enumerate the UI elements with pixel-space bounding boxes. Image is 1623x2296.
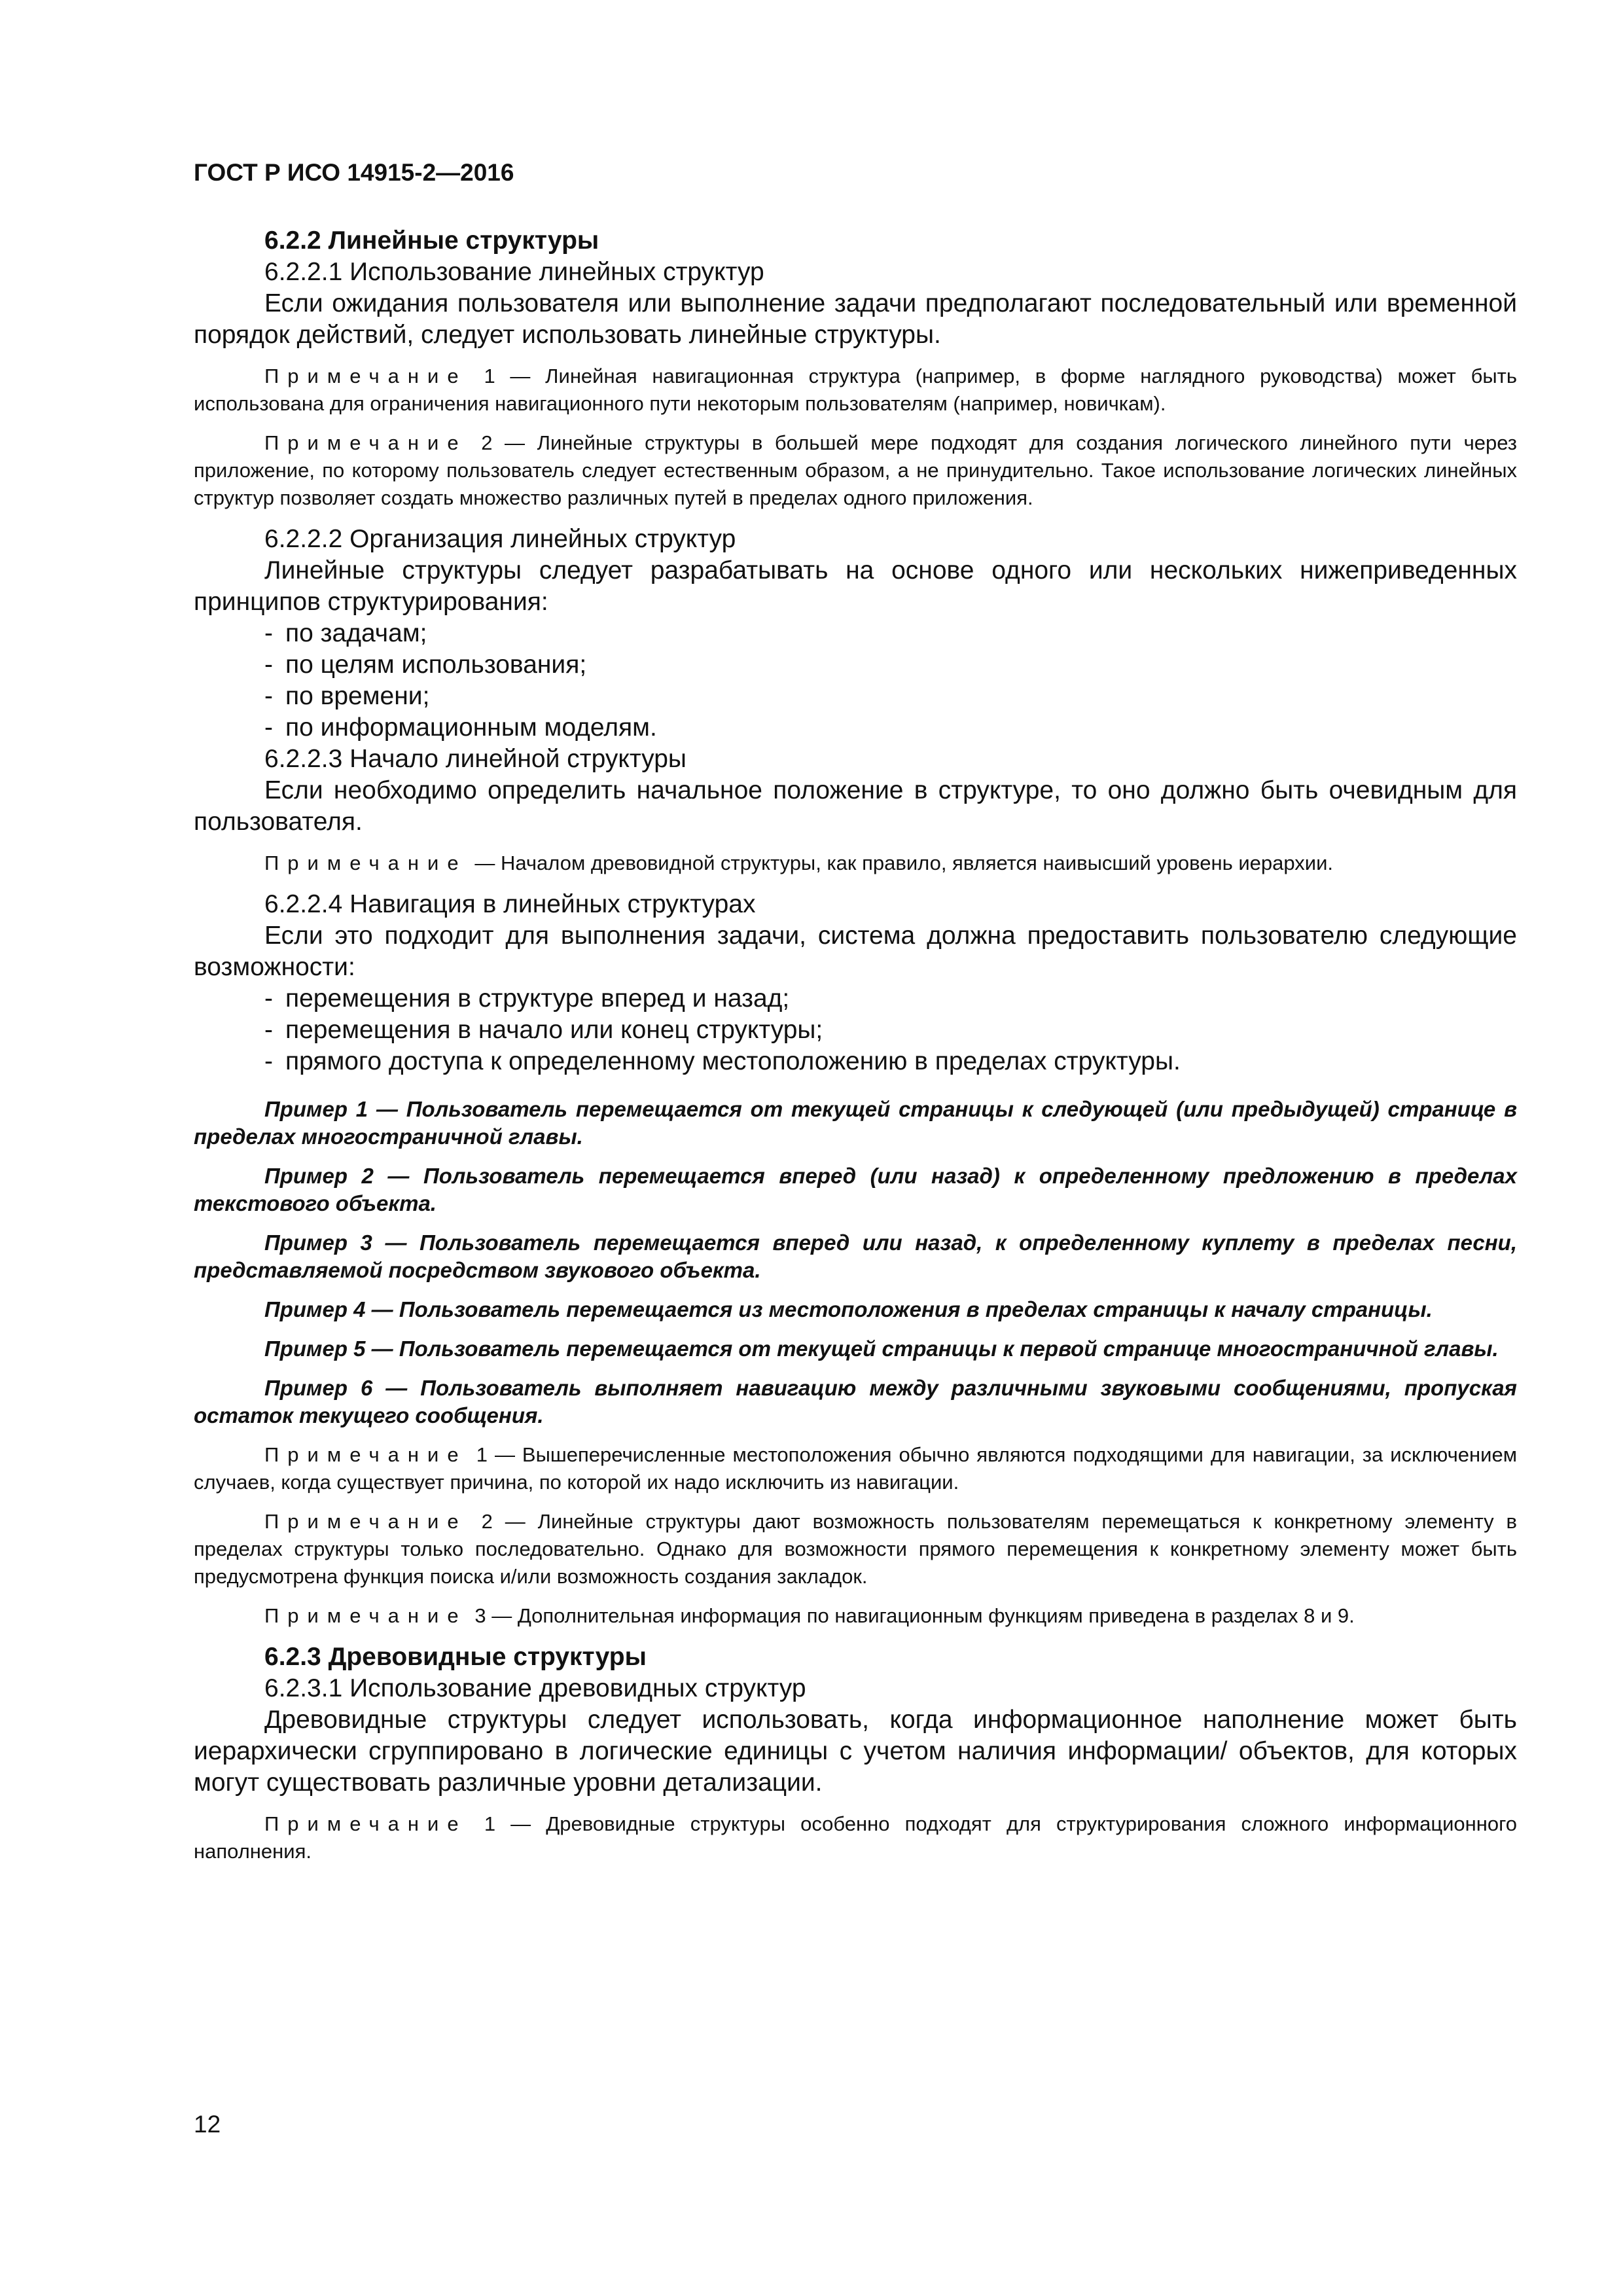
example-2: Пример 2 — Пользователь перемещается вперед (или назад) к определенному предложению в пределах текстового объекта. (194, 1164, 1517, 1215)
subsection-6-2-3-1-title: 6.2.3.1 Использование древовидных структур (264, 1674, 806, 1702)
note-text: — Началом древовидной структуры, как правило, является наивысший уровень иерархии. (469, 852, 1334, 874)
subsection-6-2-2-2-title: 6.2.2.2 Организация линейных структур (264, 525, 736, 553)
list-item: - по информационным моделям. (264, 713, 657, 742)
note-label: Примечание (264, 365, 467, 387)
page-number: 12 (194, 2111, 221, 2138)
document-page (194, 157, 1517, 1877)
example-4: Пример 4 — Пользователь перемещается из местоположения в пределах страницы к началу страницы. (264, 1297, 1433, 1321)
document-header: ГОСТ Р ИСО 14915-2—2016 (194, 159, 514, 186)
note-6-2-2-4-2 (194, 1508, 1517, 1590)
note-6-2-2-4-3 (194, 1602, 1517, 1630)
section-6-2-3-title: 6.2.3 Древовидные структуры (264, 1643, 647, 1671)
example-1: Пример 1 — Пользователь перемещается от текущей страницы к следующей (или предыдущей) странице в пределах многостраничной главы. (194, 1097, 1517, 1149)
note-text: 1 — Вышеперечисленные местоположения обычно являются подходящими для навигации, за исключением случаев, когда существует причина, по которой их надо исключить из навигации. (194, 1443, 1517, 1494)
paragraph-6-2-2-3: Если необходимо определить начальное положение в структуре, то оно должно быть очевидным для пользователя. (194, 776, 1517, 836)
paragraph-6-2-2-4: Если это подходит для выполнения задачи, система должна предоставить пользователю следующие возможности: (194, 922, 1517, 981)
list-item: - по задачам; (264, 619, 427, 647)
list-item: - прямого доступа к определенному местоположению в пределах структуры. (264, 1047, 1181, 1075)
list-item: - по целям использования; (264, 651, 587, 679)
example-6: Пример 6 — Пользователь выполняет навигацию между различными звуковыми сообщениями, пропуская остаток текущего сообщения. (194, 1376, 1517, 1427)
subsection-6-2-2-4-title: 6.2.2.4 Навигация в линейных структурах (264, 890, 756, 918)
principles-list (194, 618, 1517, 744)
note-text: 2 — Линейные структуры в большей мере подходят для создания логического линейного пути через приложение, по которому пользователь следует естественным образом, а не принудительно. Такое использование логических линейных структур позволяет создать множество различных путей в пределах одного приложения. (194, 431, 1517, 509)
note-label: Примечание (264, 1604, 467, 1627)
list-item: - перемещения в начало или конец структуры; (264, 1016, 823, 1044)
note-label: Примечание (264, 1443, 467, 1466)
subsection-6-2-2-1-title: 6.2.2.1 Использование линейных структур (264, 258, 764, 286)
note-6-2-2-4-1 (194, 1441, 1517, 1496)
subsection-6-2-2-3-title: 6.2.2.3 Начало линейной структуры (264, 745, 687, 773)
navigation-list (194, 983, 1517, 1077)
note-text: 2 — Линейные структуры дают возможность пользователям перемещаться к конкретному элементу в пределах структуры только последовательно. Однако для возможности прямого перемещения к конкретному элементу может быть предусмотрена функция поиска и/или возможность создания закладок. (194, 1510, 1517, 1588)
example-3: Пример 3 — Пользователь перемещается вперед или назад, к определенному куплету в пределах песни, представляемой посредством звукового объекта. (194, 1230, 1517, 1282)
note-label: Примечание (264, 852, 467, 874)
list-item: - по времени; (264, 682, 430, 710)
list-item: - перемещения в структуре вперед и назад; (264, 984, 790, 1013)
note-6-2-2-3 (194, 850, 1517, 877)
note-6-2-3-1-1 (194, 1810, 1517, 1865)
example-5: Пример 5 — Пользователь перемещается от текущей страницы к первой странице многостраничной главы. (264, 1336, 1499, 1361)
note-text: 1 — Древовидные структуры особенно подходят для структурирования сложного информационного наполнения. (194, 1812, 1517, 1863)
note-text: 1 — Линейная навигационная структура (например, в форме наглядного руководства) может быть использована для ограничения навигационного пути некоторым пользователям (например, новичкам). (194, 365, 1517, 415)
paragraph-6-2-2-1: Если ожидания пользователя или выполнение задачи предполагают последовательный или временной порядок действий, следует использовать линейные структуры. (194, 289, 1517, 349)
note-6-2-2-1-1 (194, 363, 1517, 418)
paragraph-6-2-2-2: Линейные структуры следует разрабатывать на основе одного или нескольких нижеприведенных принципов структурирования: (194, 556, 1517, 616)
note-label: Примечание (264, 431, 467, 454)
note-label: Примечание (264, 1812, 467, 1835)
note-label: Примечание (264, 1510, 467, 1533)
paragraph-6-2-3-1: Древовидные структуры следует использовать, когда информационное наполнение может быть иерархически сгруппировано в логические единицы с учетом наличия информации/ объектов, для которых могут существовать различные уровни детализации. (194, 1706, 1517, 1797)
note-6-2-2-1-2 (194, 429, 1517, 512)
section-6-2-2-title: 6.2.2 Линейные структуры (264, 226, 599, 255)
note-text: 3 — Дополнительная информация по навигационным функциям приведена в разделах 8 и 9. (469, 1604, 1355, 1627)
